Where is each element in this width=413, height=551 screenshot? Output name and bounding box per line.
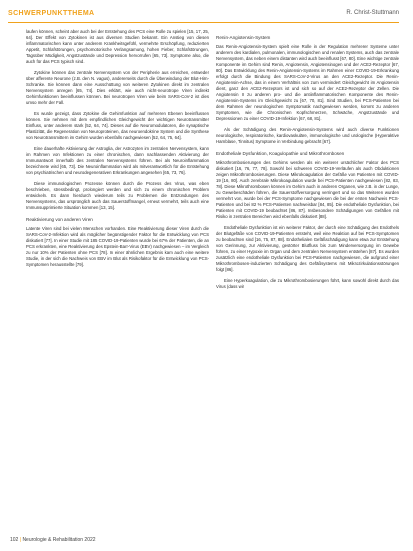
page-footer xyxy=(10,537,96,543)
author-name: R. Christ-Stuttmann xyxy=(346,10,399,16)
header-rule xyxy=(8,22,399,23)
body-paragraph: Latente Viren sind bei vielen Menschen vorhanden. Eine Reaktivierung dieser Viren durch die SARS-CoV-2-Infektion wird als möglicher begünstigender Faktor für die Entwicklung von PCS diskutiert [77]. In einer Studie mit 185 COVID-19-Patienten wurde bei 67% der Patienten, die an PCS erkrankten, eine Reaktivierung des Epstein-Barr-Virus (EBV) nachgewiesen – im Vergleich zu nur 10% der Patienten ohne PCS [78]. In einer ähnlichen Ergebnis kam auch eine weitere Studie, in der sich die Nachweis von EBV im Blut als Risikofaktor für die Entwicklung von PCS-Symptomen herausstellte [79]. xyxy=(26,226,209,267)
body-paragraph: laufen können, scheint aber auch bei der Entstehung des PCS eine Rolle zu spielen [15, 17, 25, 64]. Der Effekt von Zytokinen ist aus diversen Studien bekannt. Ein Anstieg von diesen inflammatorischen kann unter anderem Krankheitsgefühl, vermehrte Erschöpfung, reduzierten Appetit, Schlafstörungen, psychomotorische Verlangsamung, hohen Fieber, Schlafstörungen, Tagsüber Müdigkeit, Angstzustände und Depression hervorrufen [65, 73]. Symptome also, die auch für das PCS typisch sind. xyxy=(26,29,209,64)
section-heading: Endotheliale Dysfunktion, Koagulopathie und Mikrothrombosen xyxy=(216,151,345,156)
section-heading: Renin-Angiotensin-System xyxy=(216,35,271,40)
body-paragraph: Eine Hyperkoagulation, die zu Mikrothrombosierungen führt, kann sowohl direkt durch das Virus (dass wir xyxy=(216,278,399,289)
left-text-column xyxy=(26,29,209,273)
section-heading: Reaktivierung von anderen Viren xyxy=(26,217,93,222)
body-paragraph: Das Renin-Angiotensin-System spielt eine Rolle in der Regulation mehrerer Systeme unter anderem des kardialen, pulmonalen, immunologischen und renalen Systems, auch das zentrale Nervensystem, das neben einem distanten wird auch beeinflusst [67, 80]. Eine wichtige zentrale Komponente im Gehirn sind Renin, Angiotensin, Angiotensinogen und der ACE2-Rezeptor [67, 80]. Das Entwicklung des Renin-Angiotensin-Systems im Rahmen einer COVID-19-Erkrankung erfolgt durch die Bindung des SARS-CoV-2-Virus an den ACE2-Rezeptor. Die Renin-Angiotensin-Achse, das in einem Verhältnis von zum vermindert Gleichgewicht im Angiotensin dient, ganz den ACE2-Rezeptors ist und sich so auf der ACE2-Rezeptor der Zellen. Die Angiotensin II zu anderen pro- und die antiinflammatorischen Komponente des Renin-Angiotensin-Systems im Gleichgewicht zu [67, 70, 81]. Sind Studien, bei PCS-Patienten bei dem Rahmen der neurologischen Symptomatik nachgewiesen werden, kommt zu anderen Symptomen, wie die Chronischen Kopfschmerzen, Schwäche, Angstzustände und Depressionen zu einer COVID-19-Infektion [67, 68, 81]. xyxy=(216,44,399,121)
page-number: 102 xyxy=(10,537,19,543)
body-paragraph: Es wurde gezeigt, dass Zytokine die Gehirnfunktion auf mehreren Ebenen beeinflussen können. Sie nehmen mit dem empfindlichen Gleichgewicht der wichtigen Neurotransmitter Einfluss, unter anderem stark [52, 64, 74]. Dieses auf die Neuromodulatoren, die synaptische Plastizität, die Regeneration von Neuroproteinen, das neuroendokrine System und die Synthese von Neurotransmittern im Gehirn wurden ebenfalls nachgewiesen [52, 64, 75, 64]. xyxy=(26,111,209,140)
body-paragraph: Mikrothrombosierungen des Gehirns werden als ein weiterer ursächlicher Faktor des PCS diskutiert [16, 76, 77, 78]. Sowohl bei schweren COVID-19-Verläufen als auch Obduktionen zeigen Mikrothrombosierungen. Diese Mikrokoagulation der Gefäße von Patienten mit COVID-19 [16, 80]. Auch zerebrale Mikrokoagulation wurde bei PCS-Patienten nachgewiesen [82, 83, 78]. Diese Mikrothrombosen können im Gehirn auch in anderen Organen, wie z.B. in der Lunge, zu Gewebeschäden führen, die Sauerstoffversorgung verringert und so das Weiteren wurden vermehrt von, wurde bei der PCS-Symptome nachgewiesen die bei der ersten Nachweis PCS-Patienten und bei 82 % PCS-Patienten nachweisbar [84, 85]. Die endotheliale Dysfunktion, bei Patienten mit COVID-19 beobachtet [86, 87]. Insbesondere Schädigungen von Gefäßen mit Risiko in zentralen Bereichen wird ebenfalls diskutiert [88]. xyxy=(216,160,399,219)
footer-separator: | xyxy=(19,537,23,543)
body-paragraph: Als der Schädigung des Renin-Angiotensin-Systems wird auch diverse Funktionen neurologische, respiratorische, kardiovaskuläre, immunologische und urologische (Hyperaktive Harnblase, Tinnitus) Symptome in Verbindung gebracht [67]. xyxy=(216,127,399,144)
journal-year: 2022 xyxy=(84,537,96,543)
body-paragraph: Zytokine können das zentrale Nervensystem von der Peripherie aus erreichen, entweder über afferente Neurone (z.B. den N. vagus), andererseits durch die Überwindung der Blut-Hirn-Schranke. Sie können dann eine Ausschüttung von weiteren Zytokinen direkt im zentralen Nervensystem anregen [65, 74]. Dies erklärt, wie auch nicht-neurotrope Viren indirekt Gehirnfunktionen beeinflussen können. Bei neurotropen Viren wie beim SARS-CoV-2 ist dies umso mehr der Fall. xyxy=(26,70,209,105)
journal-name: Neurologie & Rehabilitation xyxy=(22,537,84,543)
section-title: SCHWERPUNKTTHEMA xyxy=(8,10,95,17)
body-paragraph: Eine dauerhafte Aktivierung der Astroglia, der Astrozyten im zentralen Nervensystem, kann im Rahmen von Infektionen zu einer chronischen, dann nachlassenden Aktivierung der Immunantwort innerhalb des zentralen Nervensystems führen. Bei als Neuroinflammation bezeichnete wird [65, 73]. Die Neuroinflammation wird als mitverantwortlich für die Entstehung von psychiatrischen und neurodegenerativen Erkrankungen angesehen [65, 73, 76]. xyxy=(26,146,209,175)
body-paragraph: Endotheliale Dysfunktion ist ein weiterer Faktor, der durch eine Schädigung des Endothels der Blutgefäße von COVID-19-Patienten entsteht, weil eine Reaktion auf bei PCS-Symptomen zu beobachten sind [16, 75, 87, 88]. Endothelialen Gefäßschädigung kann etwa zur Entstehung von Gerinnung, zur Aktivierung, gestörter Blutfluss bis zum Minderversorgung im Gewebe führen, zu einer Hypoxie im Organ und dem zentralen Nervensystem entstehen [87]. Es wurden zusätzlich eine endotheliale Dysfunktion bei PCS-Patienten nachgewiesen, die aufgrund einer Mikrothrombosen-induzierten Schädigung des Gefäßsystems mit Mikrozirkulationsstörungen folgt [86]. xyxy=(216,225,399,272)
body-paragraph: Diese immunologischen Prozesse können durch die Prozess des Virus, was eben beschrieben, stressbedingt, prolongiert werden und sich zu einem chronischen Problem entwickeln. Es dann hierdurch wiederum teils zu Problemen die Entzündungen des Nervensystems, das ursprünglich auch das Sauerstoffmangel, erneut vermehrt, teils auch eine Immunsupprimierte Situation kommen [13, 15]. xyxy=(26,181,209,210)
right-text-column xyxy=(216,29,399,295)
